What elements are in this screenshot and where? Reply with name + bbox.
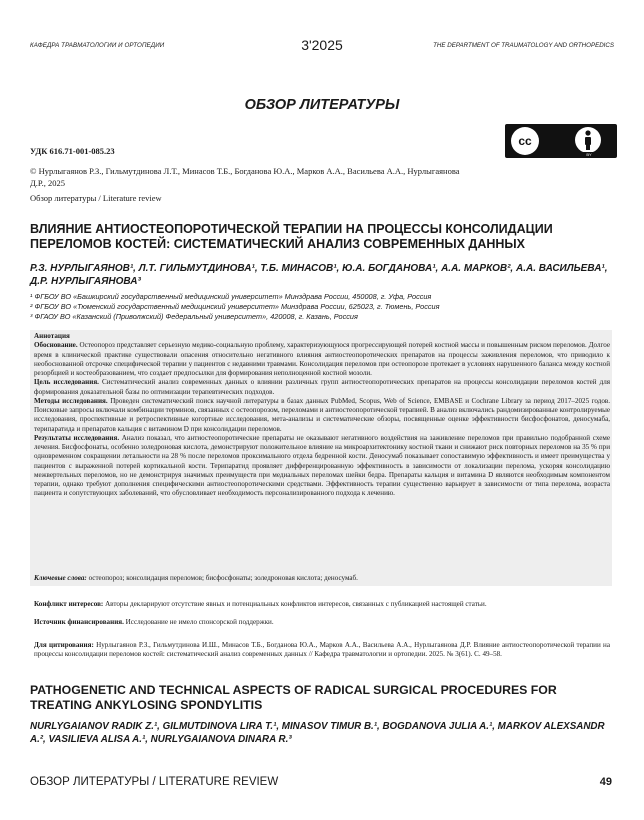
keywords: Ключевые слова: остеопороз; консолидация переломов; бисфосфонаты; золедроновая кислота; деносумаб. xyxy=(34,574,358,582)
cc-by-license-logo xyxy=(505,124,617,158)
abstract-methods: Методы исследования. Проведен систематический поиск научной литературы в базах данных PubMed, Scopus, Web of Science, EMBASE и Cochrane Library за период 2017–2025 годов. Поисковые запросы включали комбинации терминов, связанных с остеопорозом, переломами и антиостеопоротической терапией. В анализ включались рандомизированные контролируемые исследования, проспективные и ретроспективные когортные исследования, мета-анализы и систематические обзоры, посвященные оценке эффективности бисфосфонатов, деносумаба, терипаратида и препаратов кальция с витамином D при консолидации переломов. xyxy=(34,396,610,433)
affiliations xyxy=(30,292,614,323)
abstract-results: Результаты исследования. Анализ показал, что антиостеопоротические препараты не оказывают негативного воздействия на заживление переломов при правильно подобранной схеме лечения. Бисфосфонаты, особенно золедроновая кислота, демонстрируют положительное влияние на микроархитектонику костной ткани и снижают риск повторных переломов на 35 % при одновременном сокращении летальности на 28 % после переломов проксимального отдела бедренной кости. Деносумаб показывает сопоставимую эффективность и имеет преимущества у пациентов с выраженной потерей кортикальной кости. Терипаратид проявляет дифференцированную эффективность в зависимости от локализации перелома, ускоряя консолидацию межвертельных переломов, но не демонстрируя значимых преимуществ при медиальных переломах шейки бедра. Препараты кальция и витамина D являются необходимым компонентом терапии, однако требуют дополнения специфическими антиостеопоротическими средствами. Эффективность терапии существенно варьирует в зависимости от типа перелома, возраста пациента и сопутствующих заболеваний, что обусловливает необходимость персонализированного подхода к лечению. xyxy=(34,433,610,498)
running-header xyxy=(30,37,614,56)
udc-code: УДК 616.71-001-085.23 xyxy=(30,146,115,156)
copyright-line: © Нурлыгаянов Р.З., Гильмутдинова Л.Т., Минасов Т.Б., Богданова Ю.А., Марков А.А., Васильева А.А., Нурлыгаянова Д.Р., 2025 xyxy=(30,166,460,188)
citation: Для цитирования: Нурлыгаянов Р.З., Гильмутдинова И.Ш., Минасов Т.Б., Богданова Ю.А., Марков А.А., Васильева А.А., Нурлыгаянова Д.Р. Влияние антиостеопоротической терапии на процессы консолидации переломов костей: систематический анализ современных данных // Кафедра травматологии и ортопедии. 2025. № 3(61). С. 49–58. xyxy=(34,641,610,659)
abstract-heading: Аннотация xyxy=(34,332,70,340)
article-title: ВЛИЯНИЕ АНТИОСТЕОПОРОТИЧЕСКОЙ ТЕРАПИИ НА ПРОЦЕССЫ КОНСОЛИДАЦИИ ПЕРЕЛОМОВ КОСТЕЙ: СИСТЕМАТИЧЕСКИЙ АНАЛИЗ СОВРЕМЕННЫХ ДАННЫХ xyxy=(30,222,553,251)
header-journal-ru: КАФЕДРА ТРАВМАТОЛОГИИ И ОРТОПЕДИИ xyxy=(30,42,165,49)
abstract-aim: Цель исследования. Систематический анализ современных данных о влиянии различных групп антиостеопоротических препаратов на процессы консолидации переломов костей для формирования доказательной базы по оптимизации терапевтических подходов. xyxy=(34,378,611,396)
page-number: 49 xyxy=(599,776,612,788)
abstract xyxy=(34,332,610,499)
affiliation-3: ³ ФГАОУ ВО «Казанский (Приволжский) Федеральный университет», 420008, г. Казань, Россия xyxy=(30,312,358,322)
english-title: PATHOGENETIC AND TECHNICAL ASPECTS OF RADICAL SURGICAL PROCEDURES FOR TREATING ANKYLOSING SPONDYLITIS xyxy=(30,683,557,712)
person-icon xyxy=(575,127,601,153)
english-author-list: NURLYGAIANOV RADIK Z.¹, GILMUTDINOVA LIRA T.¹, MINASOV TIMUR B.¹, BOGDANOVA JULIA A.¹, MARKOV ALEXSANDR A.², VASILIEVA ALISA A.¹, NURLYGAIANOVA DINARA R.³ xyxy=(30,721,605,745)
affiliation-2: ² ФГБОУ ВО «Тюменский государственный медицинский университет» Минздрава России, 625023, г. Тюмень, Россия xyxy=(30,302,440,312)
affiliation-1: ¹ ФГБОУ ВО «Башкирский государственный медицинский университет» Минздрава России, 450008, г. Уфа, Россия xyxy=(30,292,432,301)
header-journal-en: THE DEPARTMENT OF TRAUMATOLOGY AND ORTHOPEDICS xyxy=(433,42,614,49)
conflict-of-interest: Конфликт интересов: Авторы декларируют отсутствие явных и потенциальных конфликтов интересов, связанных с публикацией настоящей статьи. xyxy=(34,600,487,608)
section-title: ОБЗОР ЛИТЕРАТУРЫ xyxy=(244,97,400,113)
footer-section: ОБЗОР ЛИТЕРАТУРЫ / LITERATURE REVIEW xyxy=(30,776,279,788)
cc-icon: cc xyxy=(511,127,539,155)
funding-source: Источник финансирования. Исследование не имело спонсорской поддержки. xyxy=(34,618,274,626)
abstract-rationale: Обоснование. Остеопороз представляет серьезную медико-социальную проблему, характеризующуюся прогрессирующей потерей костной массы и повышенным риском переломов. Долгое время в клинической практике существовали опасения относительно негативного влияния антиостеопоротических препаратов на процессы заживления переломов, что приводило к необоснованной отсрочке специфической терапии у пациентов с недавними травмами. Консолидация переломов при остеопорозе протекает в условиях нарушенного баланса между костной резорбцией и костеобразованием, что создает предпосылки для формирования неполноценной костной мозоли. xyxy=(34,341,611,377)
header-issue: 3'2025 xyxy=(301,37,343,53)
by-label: BY xyxy=(575,152,603,157)
article-type: Обзор литературы / Literature review xyxy=(30,193,162,203)
author-list: Р.З. НУРЛЫГАЯНОВ¹, Л.Т. ГИЛЬМУТДИНОВА¹, Т.Б. МИНАСОВ¹, Ю.А. БОГДАНОВА¹, А.А. МАРКОВ², А.А. ВАСИЛЬЕВА¹, Д.Р. НУРЛЫГАЯНОВА³ xyxy=(30,263,608,287)
